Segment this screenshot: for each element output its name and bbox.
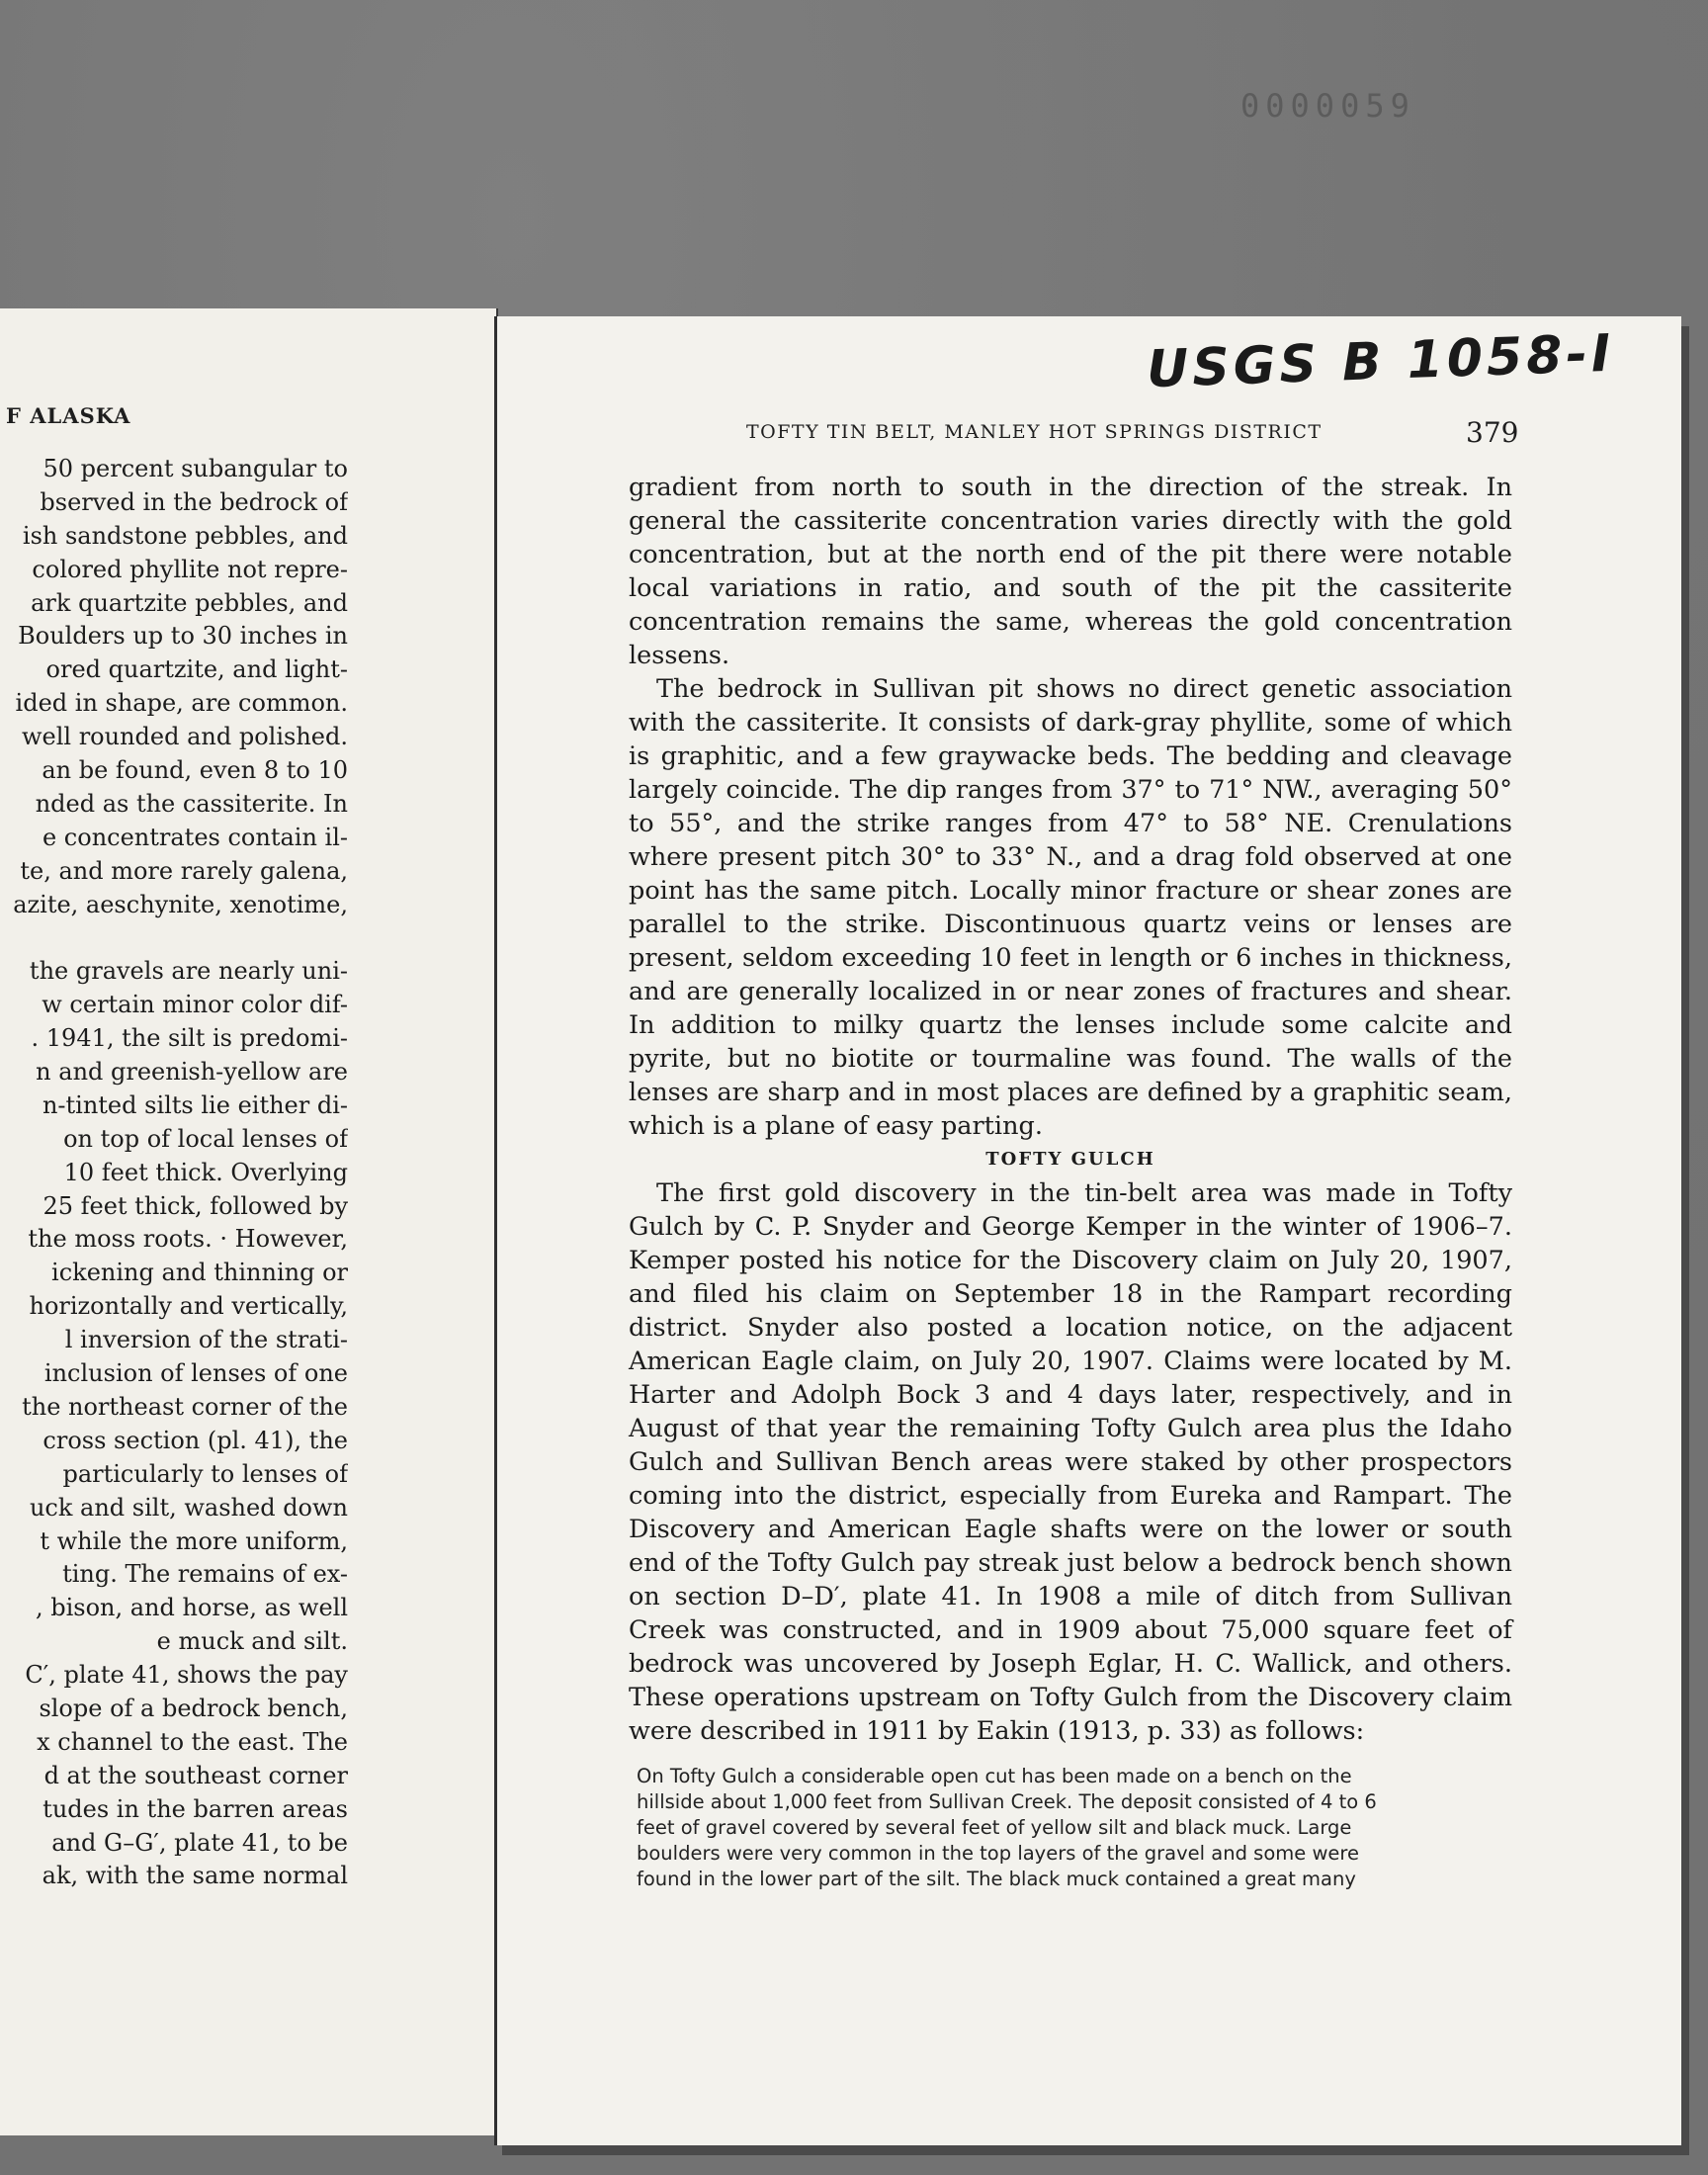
left-text-line: , bison, and horse, as well xyxy=(35,1594,348,1622)
left-text-line: ored quartzite, and light- xyxy=(45,655,348,684)
quote-line: found in the lower part of the silt. The black muck contained a great many xyxy=(637,1868,1356,1890)
running-head: TOFTY TIN BELT, MANLEY HOT SPRINGS DISTRICT xyxy=(746,421,1323,443)
left-text-line: e concentrates contain il- xyxy=(42,823,348,851)
archive-stamp: 0000059 xyxy=(1240,87,1415,125)
left-text-line: C′, plate 41, shows the pay xyxy=(25,1661,348,1690)
left-text-line: the gravels are nearly uni- xyxy=(29,957,348,986)
left-text-line: tudes in the barren areas xyxy=(43,1794,348,1823)
left-text-line: 25 feet thick, followed by xyxy=(43,1191,348,1220)
left-text-line: n and greenish-yellow are xyxy=(36,1058,348,1087)
left-text-line: ak, with the same normal xyxy=(42,1862,348,1890)
left-text-line: . 1941, the silt is predomi- xyxy=(31,1024,348,1053)
left-text-line: t while the more uniform, xyxy=(40,1526,348,1555)
left-text-line: inclusion of lenses of one xyxy=(43,1359,348,1388)
left-text-line: and G–G′, plate 41, to be xyxy=(51,1828,348,1857)
paragraph-3: The first gold discovery in the tin-belt area was made in Tofty Gulch by C. P. Snyder and George Kemper in the winter of 1906–7. Kemper posted his notice for the Discovery claim on July 20, 1907, and filed his claim on September 18 in the Rampart recording district. Snyder also posted a location notice, on the adjacent American Eagle claim, on July 20, 1907. Claims were located by M. Harter and Adolph Bock 3 and 4 days later, respectively, and in August of that year the remaining Tofty Gulch area plus the Idaho Gulch and Sullivan Bench areas were staked by other prospectors coming into the district, especially from Eureka and Rampart. The Discovery and American Eagle shafts were on the lower or south end of the Tofty Gulch pay streak just below a bedrock bench shown on section D–D′, plate 41. In 1908 a mile of ditch from Sullivan Creek was constructed, and in 1909 about 75,000 square feet of bedrock was uncovered by Joseph Eglar, H. C. Wallick, and others. These operations upstream on Tofty Gulch from the Discovery claim were described in 1911 by Eakin (1913, p. 33) as follows: xyxy=(629,1178,1512,1746)
handwritten-annotation: USGS B 1058-I xyxy=(1146,323,1616,400)
left-text-line: bserved in the bedrock of xyxy=(40,487,348,516)
section-heading: TOFTY GULCH xyxy=(985,1149,1155,1170)
left-text-line: cross section (pl. 41), the xyxy=(43,1426,348,1454)
left-text-line: ting. The remains of ex- xyxy=(62,1560,348,1589)
left-text-line: the northeast corner of the xyxy=(22,1392,348,1421)
left-text-line: horizontally and vertically, xyxy=(29,1292,348,1321)
quote-line: hillside about 1,000 feet from Sullivan Creek. The deposit consisted of 4 to 6 xyxy=(637,1790,1377,1813)
left-text-line: ark quartzite pebbles, and xyxy=(31,588,348,617)
left-text-line: azite, aeschynite, xenotime, xyxy=(13,890,348,918)
left-text-line: d at the southeast corner xyxy=(43,1761,348,1789)
left-text-line: ish sandstone pebbles, and xyxy=(22,521,348,550)
left-text-line: the moss roots. · However, xyxy=(28,1225,348,1254)
page-number: 379 xyxy=(1466,416,1519,449)
left-page-text xyxy=(0,453,348,1893)
left-text-line: uck and silt, washed down xyxy=(29,1493,348,1522)
left-text-line: x channel to the east. The xyxy=(37,1727,348,1756)
paragraph-1: gradient from north to south in the direction of the streak. In general the cassiterite concentration varies directly with the gold concentration, but at the north end of the pit there were notable local variations in ratio, and south of the pit the cassiterite concentration remains the same, whereas the gold concentration lessens. xyxy=(629,473,1512,670)
left-text-line: nded as the cassiterite. In xyxy=(35,789,348,818)
left-text-line: colored phyllite not repre- xyxy=(32,555,348,583)
quote-line: On Tofty Gulch a considerable open cut has been made on a bench on the xyxy=(637,1765,1352,1787)
left-text-line: 10 feet thick. Overlying xyxy=(63,1158,348,1186)
left-text-line: particularly to lenses of xyxy=(62,1459,348,1488)
left-text-line: ickening and thinning or xyxy=(51,1259,348,1287)
left-running-head: F ALASKA xyxy=(6,403,131,428)
left-text-line: n-tinted silts lie either di- xyxy=(42,1090,348,1119)
quote-line: feet of gravel covered by several feet of yellow silt and black muck. Large xyxy=(637,1816,1352,1839)
paragraph-2: The bedrock in Sullivan pit shows no direct genetic association with the cassiterite. It consists of dark-gray phyllite, some of which is graphitic, and a few graywacke beds. The bedding and cleavage largely coincide. The dip ranges from 37° to 71° NW., averaging 50° to 55°, and the strike ranges from 47° to 58° NE. Crenulations where present pitch 30° to 33° N., and a drag fold observed at one point has the same pitch. Locally minor fracture or shear zones are parallel to the strike. Discontinuous quartz veins or lenses are present, seldom exceeding 10 feet in length or 6 inches in thickness, and are generally localized in or near zones of fractures and shear. In addition to milky quartz the lenses include some calcite and pyrite, but no biotite or tourmaline was found. The walls of the lenses are sharp and in most places are defined by a graphitic seam, which is a plane of easy parting. xyxy=(629,674,1512,1141)
left-text-line: an be found, even 8 to 10 xyxy=(42,756,348,785)
left-text-line: e muck and silt. xyxy=(156,1627,348,1656)
left-text-line xyxy=(0,921,348,955)
left-text-line: slope of a bedrock bench, xyxy=(39,1694,348,1722)
left-text-line: on top of local lenses of xyxy=(63,1124,348,1153)
right-page-body xyxy=(629,471,1512,1892)
quote-line: boulders were very common in the top layers of the gravel and some were xyxy=(637,1842,1359,1865)
left-text-line: well rounded and polished. xyxy=(21,723,348,751)
left-text-line: w certain minor color dif- xyxy=(42,991,348,1019)
left-text-line: te, and more rarely galena, xyxy=(20,856,348,885)
left-text-line: 50 percent subangular to xyxy=(43,455,348,482)
block-quote xyxy=(637,1764,1504,1892)
left-text-line: l inversion of the strati- xyxy=(64,1326,348,1354)
left-text-line: Boulders up to 30 inches in xyxy=(18,622,348,651)
left-text-line: ided in shape, are common. xyxy=(15,689,348,718)
